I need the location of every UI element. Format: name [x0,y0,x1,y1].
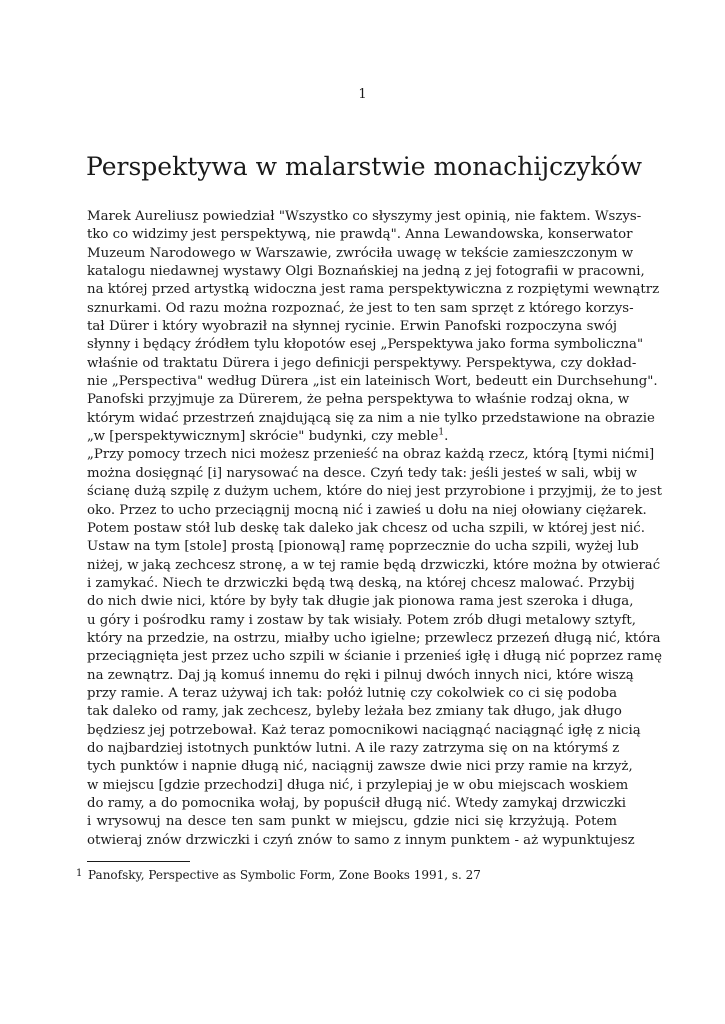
text-line: można dosięgnąć [i] narysować na desce. Czyń tedy tak: jeśli jesteś w sali, wbij w [87,465,637,481]
text-line: „Przy pomocy trzech nici możesz przenieść na obraz każdą rzecz, którą [tymi nićmi] [87,447,655,463]
line-text: „w [perspektywicznym] skrócie" budynki, czy meble [87,429,439,445]
footnote: 1 Panofsky, Perspective as Symbolic Form, Zone Books 1991, s. 27 [76,868,481,882]
text-line: na której przed artystką widoczna jest rama perspektywiczna z rozpiętymi wewnątrz [87,282,660,298]
text-line: otwieraj znów drzwiczki i czyń znów to samo z innym punktem - aż wypunktujesz [87,832,635,848]
text-line: i wrysowuj na desce ten sam punkt w miejscu, gdzie nici się krzyżują. Potem [87,814,617,830]
text-line: tko co widzimy jest perspektywą, nie prawdą". Anna Lewandowska, konserwator [87,227,633,243]
text-line: Muzeum Narodowego w Warszawie, zwróciła uwagę w tekście zamieszczonym w [87,245,634,261]
text-line: w miejscu [gdzie przechodzi] długa nić, i przylepiaj je w obu miejscach woskiem [87,777,629,793]
text-line: tak daleko od ramy, jak zechcesz, byleby leżała bez zmiany tak długo, jak długo [87,704,622,720]
footnote-text: Panofsky, Perspective as Symbolic Form, Zone Books 1991, s. 27 [88,868,481,882]
body-text [87,208,662,850]
footnote-reference[interactable]: 1 [438,427,445,438]
chapter-title: Perspektywa w malarstwie monachijczyków [86,152,642,181]
text-line: słynny i będący źródłem tylu kłopotów esej „Perspektywa jako forma symboliczna" [87,337,644,353]
text-line: przeciągnięta jest przez ucho szpili w ścianie i przenieś igłę i długą nić poprzez ramę [87,649,662,665]
text-line: u góry i pośrodku ramy i zostaw by tak wisiały. Potem zrób długi metalowy sztyft, [87,612,636,628]
text-line: właśnie od traktatu Dürera i jego definicji perspektywy. Perspektywa, czy dokład- [87,355,637,371]
text-line: którym widać przestrzeń znajdującą się za nim a nie tylko przedstawione na obrazie [87,410,655,426]
text-line: sznurkami. Od razu można rozpoznać, że jest to ten sam sprzęt z którego korzys- [87,300,634,316]
page-number: 1 [358,87,367,102]
text-line: niżej, w jaką zechcesz stronę, a w tej ramie będą drzwiczki, które można by otwierać [87,557,661,573]
line-end-period: . [444,429,449,445]
text-line: oko. Przez to ucho przeciągnij mocną nić i zawieś u dołu na niej ołowiany ciężarek. [87,502,647,518]
text-line: do najbardziej istotnych punktów lutni. A ile razy zatrzyma się on na którymś z [87,740,620,756]
text-line: nie „Perspectiva" według Dürera „ist ein lateinisch Wort, bedeutt ein Durchsehung". [87,374,658,390]
text-line: który na przedzie, na ostrzu, miałby ucho igielne; przewlecz przezeń długą nić, która [87,630,661,646]
text-line: będziesz jej potrzebował. Każ teraz pomocnikowi naciągnąć naciągnąć igłę z nicią [87,722,641,738]
footnote-rule [87,861,190,862]
text-line: do nich dwie nici, które by były tak długie jak pionowa rama jest szeroka i długa, [87,594,634,610]
text-line: ścianę dużą szpilę z dużym uchem, które do niej jest przyrobione i przyjmij, że to jest [87,484,662,500]
text-line: do ramy, a do pomocnika wołaj, by popuścił długą nić. Wtedy zamykaj drzwiczki [87,796,627,811]
text-line: katalogu niedawnej wystawy Olgi Boznańskiej na jedną z jej fotografii w pracowni, [87,264,645,280]
text-line: Marek Aureliusz powiedział "Wszystko co słyszymy jest opinią, nie faktem. Wszys- [87,209,642,224]
text-line: tał Dürer i który wyobraził na słynnej rycinie. Erwin Panofski rozpoczyna swój [87,319,617,335]
text-line: Ustaw na tym [stole] prostą [pionową] ramę poprzecznie do ucha szpili, wyżej lub [87,539,639,555]
text-line: na zewnątrz. Daj ją komuś innemu do ręki i pilnuj dwóch innych nici, które wiszą [87,667,634,683]
text-line: i zamykać. Niech te drzwiczki będą twą deską, na której chcesz malować. Przybij [87,575,635,591]
text-line: przy ramie. A teraz używaj ich tak: połóż lutnię czy cokolwiek co ci się podoba [87,685,617,701]
text-line: tych punktów i napnie długą nić, naciągnij zawsze dwie nici przy ramie na krzyż, [87,759,633,775]
text-line: Potem postaw stół lub deskę tak daleko jak chcesz od ucha szpili, w której jest nić. [87,520,645,536]
text-line-with-footnote [87,428,617,446]
text-line: Panofski przyjmuje za Dürerem, że pełna perspektywa to właśnie rodzaj okna, w [87,392,630,408]
